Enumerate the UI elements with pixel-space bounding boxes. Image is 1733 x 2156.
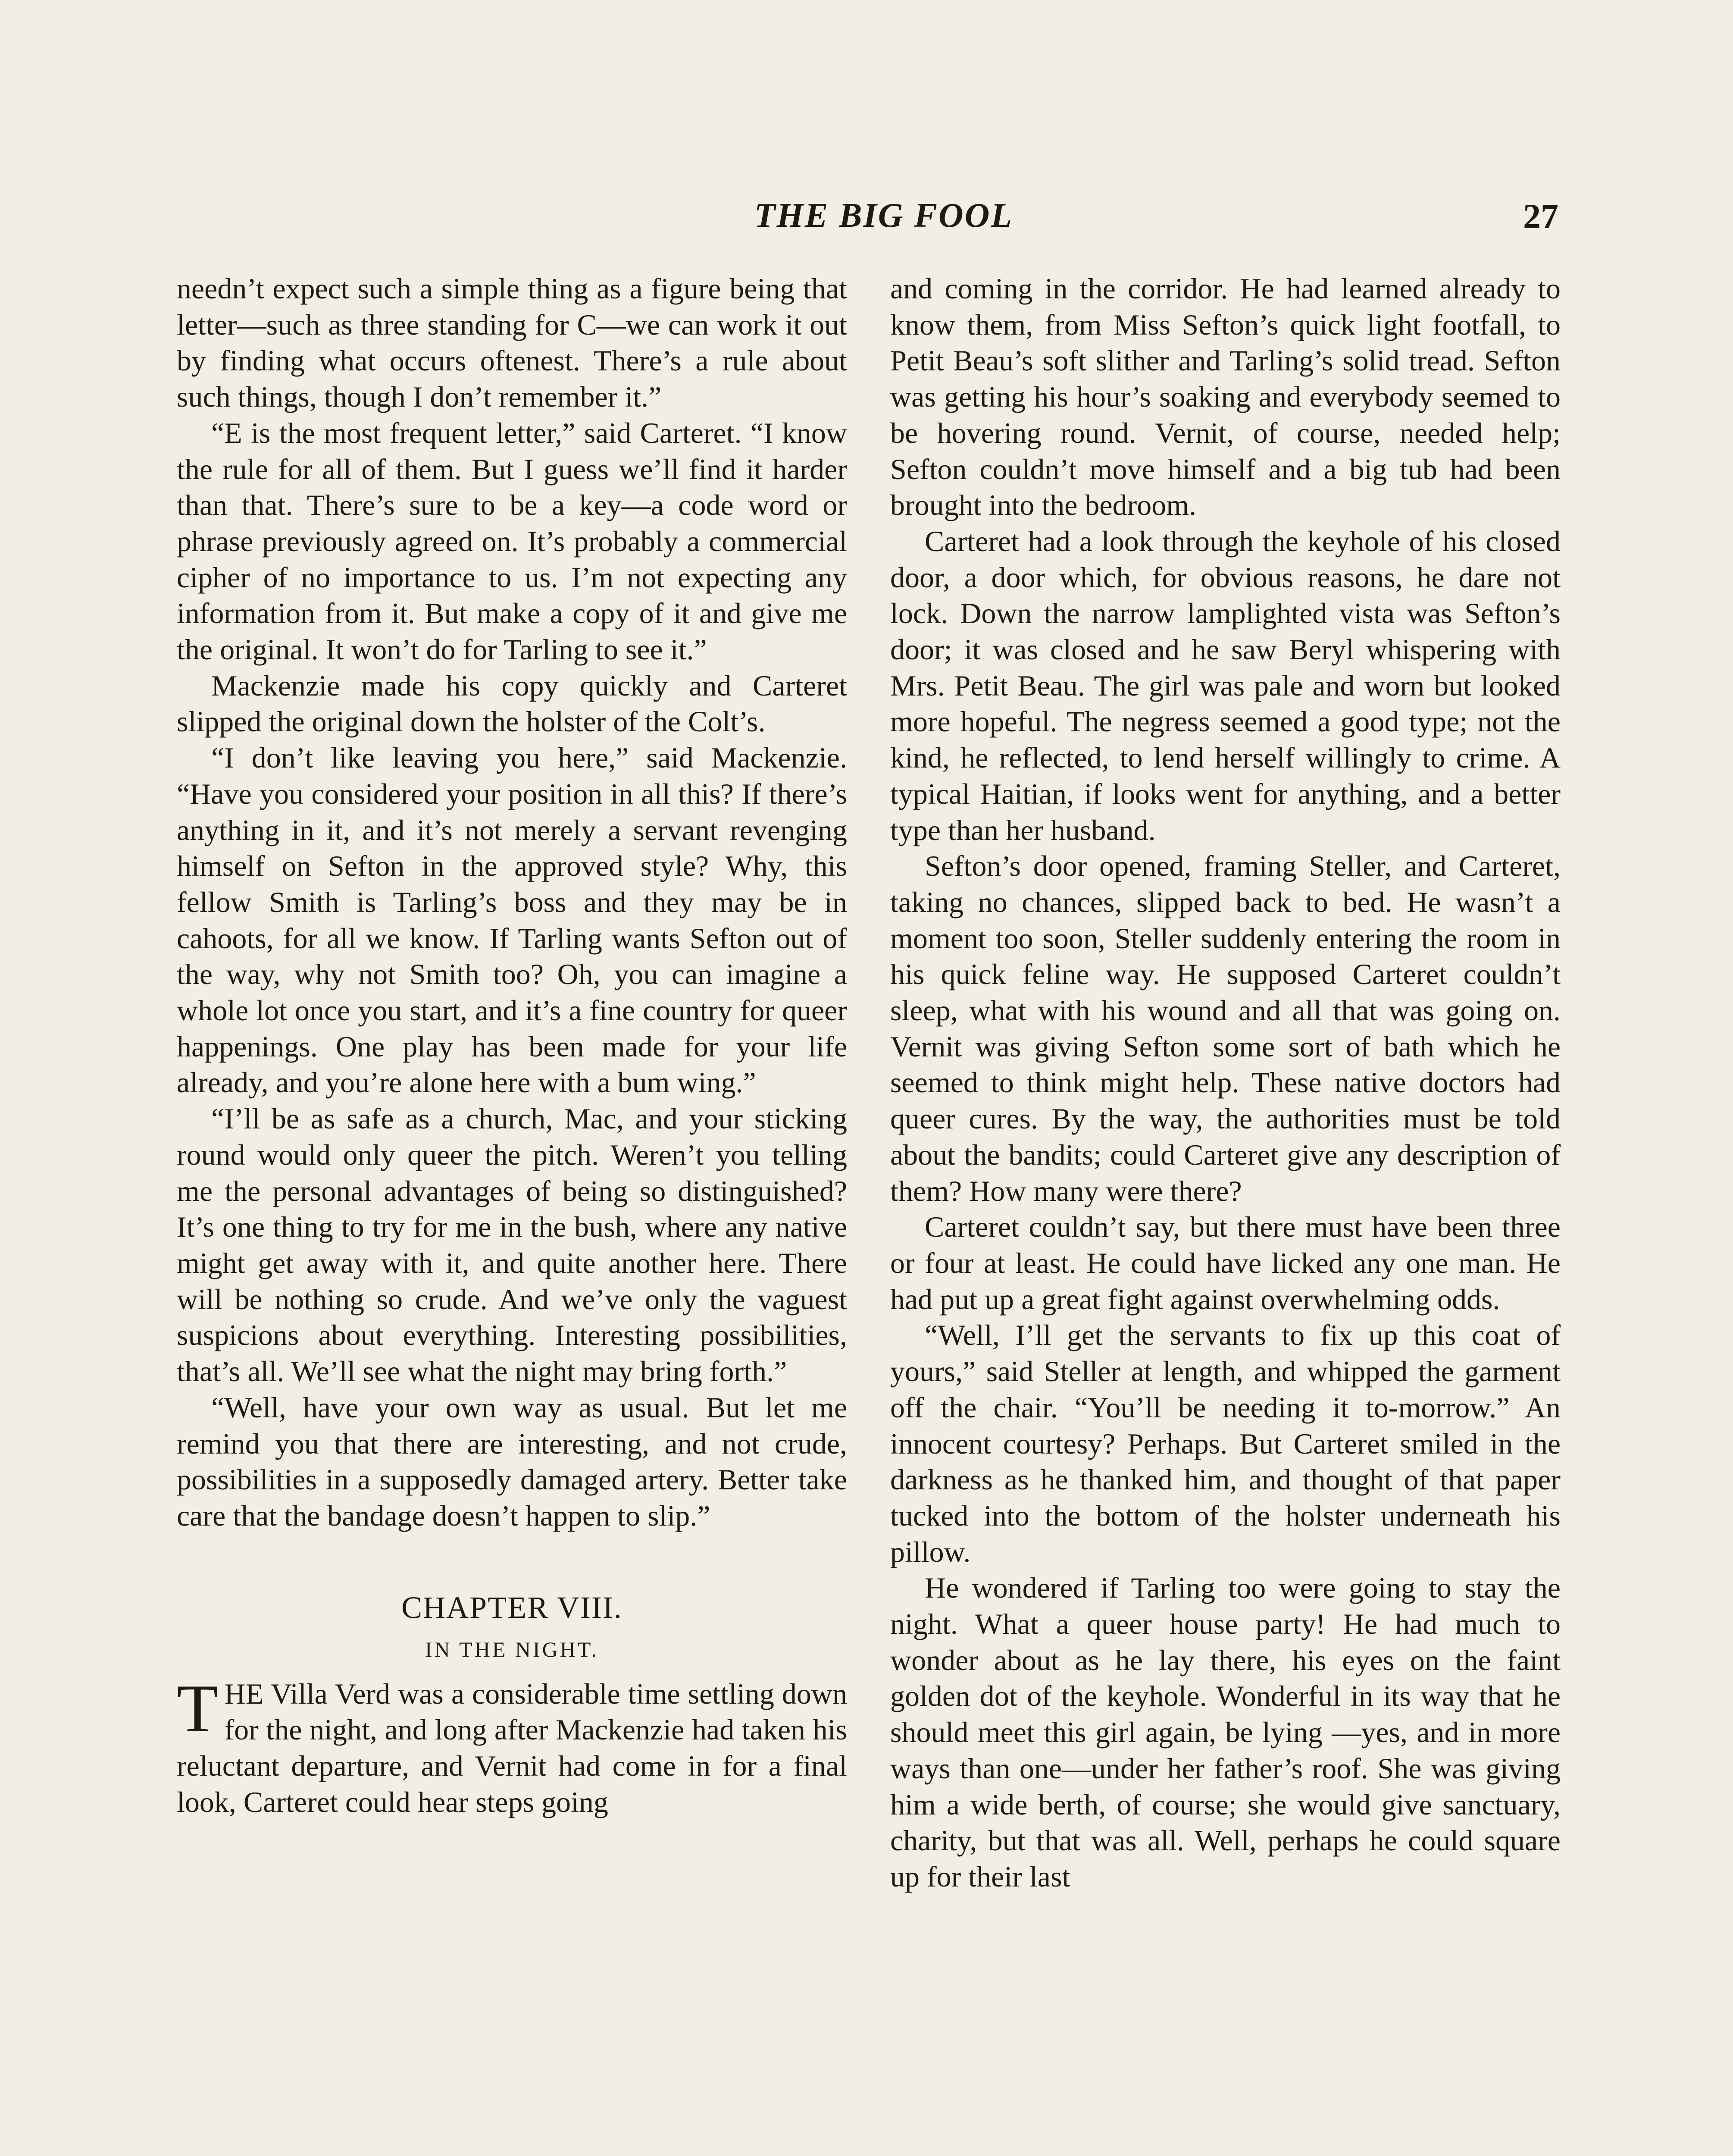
paragraph: Carteret had a look through the keyhole of his closed door, a door which, for obvious reasons, he dare not lock. Down the narrow lamplighted vista was Sefton’s door; it was closed and he saw Beryl whispering with Mrs. Petit Beau. The girl was pale and worn but looked more hopeful. The negress seemed a good type; not the kind, he reflected, to lend herself willingly to crime. A typical Haitian, if looks went for anything, and a better type than her husband. [890, 524, 1561, 846]
paragraph: “Well, have your own way as usual. But let me remind you that there are interesting, and not crude, possibilities in a supposedly damaged artery. Better take care that the bandage doesn’t happen to slip.” [177, 1391, 847, 1532]
paragraph: “I don’t like leaving you here,” said Mackenzie. “Have you considered your position in all this? If there’s anything in it, and it’s not merely a servant revenging himself on Sefton in the approved style? Why, this fellow Smith is Tarling’s boss and they may be in cahoots, for all we know. If Tarling wants Sefton out of the way, why not Smith too? Oh, you can imagine a whole lot once you start, and it’s a fine country for queer happenings. One play has been made for your life already, and you’re alone here with a bum wing.” [177, 741, 847, 1099]
drop-cap: T [177, 1670, 219, 1746]
opening-text: HE Villa Verd was a considerable time settling down for the night, and long after Mackenzie had taken his reluctant departure, and Vernit had come in for a final look, Carteret could hear steps going [177, 1677, 847, 1818]
running-title: THE BIG FOOL [754, 197, 1014, 235]
right-column [890, 271, 1561, 1895]
paragraph: Carteret couldn’t say, but there must have been three or four at least. He could have licked any one man. He had put up a great fight against overwhelming odds. [890, 1210, 1561, 1316]
chapter-heading: CHAPTER VIII. [401, 1590, 623, 1625]
page-number: 27 [1523, 197, 1558, 236]
chapter-opening-paragraph [177, 1670, 847, 1821]
left-column [177, 271, 847, 1820]
paragraph: and coming in the corridor. He had learned already to know them, from Miss Sefton’s quick light footfall, to Petit Beau’s soft slither and Tarling’s solid tread. Sefton was getting his hour’s soaking and everybody seemed to be hovering round. Vernit, of course, needed help; Sefton couldn’t move himself and a big tub had been brought into the bedroom. [890, 272, 1561, 522]
paragraph: Sefton’s door opened, framing Steller, and Carteret, taking no chances, slipped back to bed. He wasn’t a moment too soon, Steller suddenly entering the room in his quick feline way. He supposed Carteret couldn’t sleep, what with his wound and all that was going on. Vernit was giving Sefton some sort of bath which he seemed to think might help. These native doctors had queer cures. By the way, the authorities must be told about the bandits; could Carteret give any description of them? How many were there? [890, 849, 1561, 1207]
paragraph: “Well, I’ll get the servants to fix up this coat of yours,” said Steller at length, and whipped the garment off the chair. “You’ll be needing it to-morrow.” An innocent courtesy? Perhaps. But Carteret smiled in the darkness as he thanked him, and thought of that paper tucked into the bottom of the holster underneath his pillow. [890, 1319, 1561, 1568]
paragraph: He wondered if Tarling too were going to stay the night. What a queer house party! He had much to wonder about as he lay there, his eyes on the faint golden dot of the keyhole. Wonderful in its way that he should meet this girl again, be lying —yes, and in more ways than one—under her father’s roof. She was giving him a wide berth, of course; she would give sanctuary, charity, but that was all. Well, perhaps he could square up for their last [890, 1571, 1561, 1893]
paragraph: “I’ll be as safe as a church, Mac, and your sticking round would only queer the pitch. Weren’t you telling me the personal advantages of being so distinguished? It’s one thing to try for me in the bush, where any native might get away with it, and quite another here. There will be nothing so crude. And we’ve only the vaguest suspicions about everything. Interesting possibilities, that’s all. We’ll see what the night may bring forth.” [177, 1102, 847, 1388]
paragraph: Mackenzie made his copy quickly and Carteret slipped the original down the holster of the Colt’s. [177, 669, 847, 738]
paragraph: needn’t expect such a simple thing as a figure being that letter—such as three standing for C—we can work it out by finding what occurs oftenest. There’s a rule about such things, though I don’t remember it.” [177, 272, 847, 414]
chapter-subtitle: IN THE NIGHT. [425, 1637, 599, 1661]
paragraph: “E is the most frequent letter,” said Carteret. “I know the rule for all of them. But I guess we’ll find it harder than that. There’s sure to be a key—a code word or phrase previously agreed on. It’s probably a commercial cipher of no importance to us. I’m not expecting any information from it. But make a copy of it and give me the original. It won’t do for Tarling to see it.” [177, 416, 847, 666]
